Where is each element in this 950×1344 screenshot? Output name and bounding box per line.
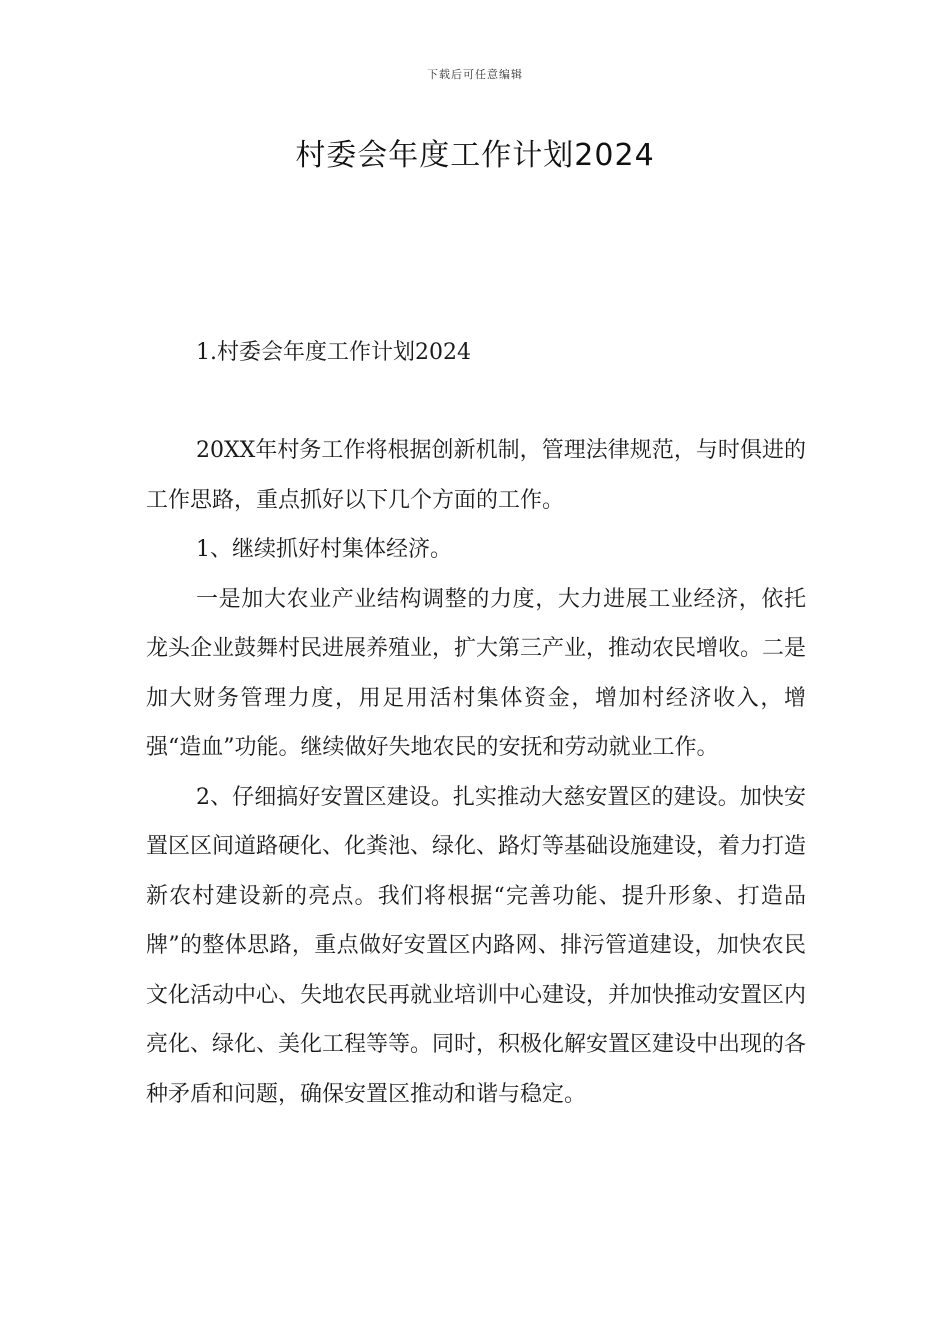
section-heading: 1.村委会年度工作计划2024: [196, 340, 471, 365]
header-note: 下载后可任意编辑: [427, 68, 523, 81]
document-title: 村委会年度工作计划2024: [295, 138, 655, 173]
paragraph-item-1-heading: 1、继续抓好村集体经济。: [196, 537, 452, 562]
paragraph-intro: 20XX年村务工作将根据创新机制，管理法律规范，与时俱进的工作思路，重点抓好以下几个方面的工作。: [146, 438, 806, 513]
document-body: [146, 426, 806, 1119]
paragraph-item-2: 2、仔细搞好安置区建设。扎实推动大慈安置区的建设。加快安置区区间道路硬化、化粪池、绿化、路灯等基础设施建设，着力打造新农村建设新的亮点。我们将根据“完善功能、提升形象、打造品牌”的整体思路，重点做好安置区内路网、排污管道建设，加快农民文化活动中心、失地农民再就业培训中心建设，并加快推动安置区内亮化、绿化、美化工程等等。同时，积极化解安置区建设中出现的各种矛盾和问题，确保安置区推动和谐与稳定。: [146, 784, 807, 1107]
paragraph-item-1-detail: 一是加大农业产业结构调整的力度，大力进展工业经济，依托龙头企业鼓舞村民进展养殖业，扩大第三产业，推动农民增收。二是加大财务管理力度，用足用活村集体资金，增加村经济收入，增强“造血”功能。继续做好失地农民的安抚和劳动就业工作。: [146, 586, 807, 760]
